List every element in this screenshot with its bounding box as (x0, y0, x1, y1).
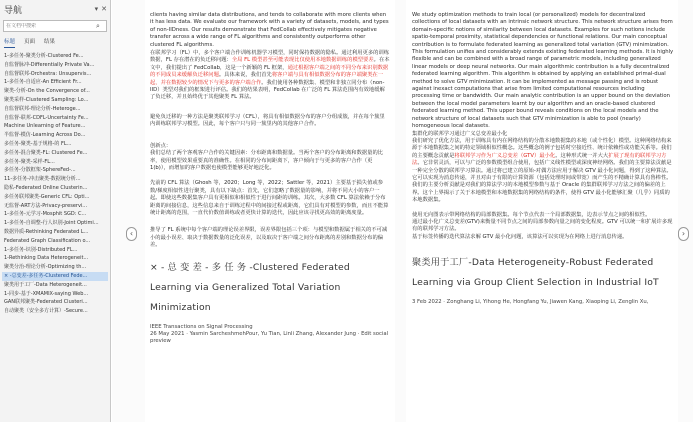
chinese-abstract: 我们研究了优化方法，用于训练具有内在网络结构的分散本地数据集的本地（或个性化）模型。这种网络结构来源于本地数据集之间的特定领域相似性概念。这些概念的例子包括时空接近性、统计依赖性或功能关系等。我们的主要概念贡献是将联邦学习作为广义总变差（GTV）最小化。这种形式统一并大大扩展了现有的联邦学习方法。它非常灵活，可以与广泛的参数模型组合使用，包括广义线性模型或深度神经网络。我们的主要算法贡献是一种完全分散的联邦学习算法。通过将已建立的原始-对偶方法应用于解决 GTV 最小化问题，得到了这种算法。它可以实现为消息传递，并且对由于有限的计算资源（包括处理时间或带宽）而产生的不精确计算具有鲁棒性。我们的主要分析贡献是对我们的算法学习的本地模型参数与基于 Oracle 的集群联邦学习方法之间的偏差的上界。这个上界揭示了关于本地模型和本地数据集的网络结构的条件，使得 GTV 最小化能够汇聚（几乎）同质的本地数据集。 (412, 137, 672, 204)
nav-heading-item[interactable]: GAN联邦聚类-Federated Clusteri... (4, 299, 88, 306)
nav-header-buttons (95, 5, 107, 13)
nav-heading-item[interactable]: 1-多任务-聚类分析-Clustered Fe... (4, 53, 84, 59)
nav-options-icon[interactable]: ▾ (94, 5, 99, 13)
nav-heading-item[interactable]: 隐私-Federated Online Clusterin... (4, 184, 88, 191)
nav-search-box[interactable] (3, 20, 107, 32)
nav-heading-item[interactable]: 11-多任务-冲击聚类-数据统分析... (4, 176, 81, 183)
nav-heading-item[interactable]: Machine Unlearning of Feature... (4, 123, 86, 130)
nav-heading-item[interactable]: 多任务-聚类-基于规格-的 FL... (4, 140, 72, 147)
nav-heading-item[interactable]: 1-同步-基于-XMAMIX-saying Web... (4, 290, 89, 297)
nav-heading-item[interactable]: 多任务联邦聚类-Generic CFL: Opti... (4, 193, 90, 200)
nav-heading-item[interactable]: 自动聚类（安全多方计算）-Secure... (4, 308, 88, 315)
paper-heading[interactable]: 聚类用于工厂-Data Heterogeneity-Robust Federated Learning via Group Client Selection in Industrial IoT (412, 257, 659, 289)
paper-authors: 3 Feb 2022 · Zonghang Li, Yihong He, Hongfang Yu, Jiawen Kang, Xiaoping Li, Zenglin Xu, (412, 299, 649, 306)
prev-page-arrow-icon[interactable]: ‹ (126, 227, 137, 241)
nav-heading-item[interactable]: 聚类分治-理论分析-Optimizing th... (4, 264, 87, 271)
nav-heading-item[interactable]: 1-Rethinking Data Heterogeneit... (4, 255, 89, 262)
nav-heading-item[interactable]: × -总变差-多任务-Clustered Fede... (2, 272, 108, 281)
nav-heading-list (0, 48, 110, 316)
nav-title: 导航 (4, 5, 23, 16)
nav-heading-item[interactable]: 半监督-模仿-Learning Across Do... (4, 132, 86, 139)
nav-heading-item[interactable]: 聚类-分析-On the Convergence of... (4, 88, 90, 95)
highlight-text: 全局 FL 模型甚至可能表现比仅使用本地数据训练的模型要差 (231, 57, 374, 64)
gtv-title-cn: 集群化的联邦学习通过广义总变差最小化 (412, 130, 508, 137)
nav-heading-item[interactable]: Federated Graph Classification o... (4, 237, 91, 244)
nav-close-icon[interactable]: ✕ (101, 5, 107, 13)
right-page (406, 0, 678, 422)
nav-heading-item[interactable]: 多任务-分散框架-SphereFed-... (4, 167, 76, 174)
paper-authors: 26 May 2021 · Yasmin SarcheshmehPour, Yu Tian, Linli Zhang, Alexander Jung · Edit social preview (150, 330, 389, 345)
nav-header (0, 0, 110, 18)
nav-heading-item[interactable]: 1-多任务-自调整-行人识别-Joint Optimi... (4, 220, 99, 227)
nav-heading-item[interactable]: 自监督-联邦-CDFL-Uncertainty Fe... (4, 114, 89, 121)
nav-heading-item[interactable]: 多任务-聚类-采样-FL... (4, 158, 55, 165)
journal-name: IEEE Transactions on Signal Processing (150, 323, 253, 330)
next-page-arrow-icon[interactable]: › (678, 227, 689, 241)
paper-heading[interactable]: × - 总 变 差 - 多 任 务 -Clustered Federated Learning via Generalized Total Variation Minimization (150, 261, 350, 313)
highlight-text: 通过根据客户端之间的不同分布来识别数据的不同成员来缓解负迁移问题 (150, 64, 389, 79)
nav-heading-item[interactable]: 自监督联邦-Orchestra: Unsupervis... (4, 70, 92, 77)
english-abstract: We study optimization methods to train local (or personalized) models for decentralized collections of local datasets with an intrinsic network structure. This network structure arises from domain-specific notions of similarity between local datasets. Examples for such notions include spatio-temporal proximity, statistical dependencies or functional relations. Our main conceptual contribution is to formulate federated learning as generalized total variation (GTV) minimization. This formulation unifies and considerably extends existing federated learning methods. It is highly flexible and can be combined with a broad range of parametric models, including generalized linear models or deep neural networks. Our main algorithmic contribution is a fully decentralized federated learning algorithm. This algorithm is obtained by applying an established primal-dual method to solve GTV minimization. It can be implemented as message passing and is robust against inexact computations that arise from limited computational resources including processing time or bandwidth. Our main analytic contribution is an upper bound on the deviation between the local model parameters learnt by our algorithm and an oracle-based clustered federated learning method. This upper bound reveals conditions on the local models and the network structure of local datasets such that GTV minimization is able to pool (nearly) homogeneous local datasets. (412, 12, 674, 130)
highlight-text: 将联邦学习作为广义总变差（GTV）最小化 (454, 152, 556, 159)
tab-pages[interactable]: 页面 (24, 39, 36, 45)
innovation-body: 我们总结了两个客观客户合作的关键因素：分布距离和数据量。当两个客户的分布距离和数据量的比率，使用模型效果重要真的准确性。在相同的分布间距离下，客户倾向于与更多的客户合作（更 1(b)），而增加的客户数据也使模型能够更好地泛化。 (150, 150, 384, 171)
gtv-paragraph: 通过最小化广义总变差(GTV)来衡量不同节点之间的局部参数向量之间的变化程度。GTV 可以统一和扩展许多现有的联邦学习方法。 (412, 218, 673, 233)
nav-heading-item[interactable]: 自监督脉冲-Differentially Private Va... (4, 61, 95, 68)
tab-headings[interactable]: 标题 (4, 37, 15, 48)
left-page (145, 0, 395, 422)
algorithm-paragraph: 基于标签传播的迭代算法求解 GTV 最小化问题，该算法可以实现为在网络上进行消息传递。 (412, 233, 628, 240)
nav-heading-item[interactable]: 1-多任务-元学习-Mosphit SGD: C... (4, 211, 87, 218)
innovation-title: 创新点： (150, 142, 172, 149)
nav-tabs (0, 32, 110, 48)
nav-heading-item[interactable]: 聚类采样-Clustered Sampling: Lo... (4, 96, 89, 103)
highlight-text: 扩展了现有的联邦学习方法 (412, 152, 667, 167)
nav-heading-item[interactable]: 1-多任务-自适应-An Efficient Fr... (4, 79, 82, 86)
tab-results[interactable]: 结果 (44, 39, 56, 45)
chinese-abstract: 在联邦学习（FL）中，多个客户端合作训练机器学习模型，同时保持数据的隐私。通过利用更多的训练数据，FL 存在潜在的负迁移问题：全局 FL 模型甚至可能表现比仅使用本地数据训练的模型要差。在本文中，我们提出了 FedCollab，这是一个新颖的 FL 框架，通过根据客户端之间的不同分布来识别数据的不同成员来缓解负迁移问题。具体来说，我们首先将客户端与具有相似数据分布的客户端聚类在一起，并在数据较少的情况下与更多的客户端合作。我们使用各种数据集、模型和非独立同分布（non-IID）类型对我们的框架进行评估。我们的结果表明，FedCollab 在广泛的 FL 算法范围内有效地缓解了负迁移，并且始终优于其他聚类 FL 算法。 (150, 50, 390, 101)
navigation-pane (0, 0, 111, 422)
search-icon[interactable]: ⌕ (96, 21, 100, 30)
english-abstract-end: clients having similar data distributions, and tends to collaborate with more clients when it has less data. We evaluate our framework with a variety of datasets, models, and types of non-IIDness. Our results demonstrate that FedCollab effectively mitigates negative transfer across a wide range of FL algorithms and consistently outperforms other clustered FL algorithms. (150, 12, 389, 48)
nav-heading-item[interactable]: 数据异质-Rethinking Federated L... (4, 228, 89, 235)
graph-paragraph: 使用无向图表示带网络结构的局部数据集。每个节点代表一个局部数据集，边表示节点之间的相似性。 (412, 211, 651, 218)
nav-heading-item[interactable]: 无监督-ART方法-Privacy-preservi... (4, 202, 88, 209)
nav-heading-item[interactable]: 多任务-混合聚类-FL: Clustered Fe... (4, 149, 88, 156)
nav-search-input[interactable] (6, 23, 96, 29)
nav-heading-item[interactable]: 自监督联邦-理论分析-Heteroge... (4, 105, 81, 112)
error-bound-paragraph: 推导了 FL 系统中每个客户端的理论误差界限，误差界限包括三个项：与模型和数据属于相关的不可减小的最小误差、取决于数据数量的泛化误差，以及取决于客户端之间分布距离的差别和数据分布的偏差。 (150, 227, 388, 249)
cfl-paragraph: 避免负迁移的一种方法是聚类联邦学习（CFL），将具有相似数据分布的客户分组成簇，并在每个簇里内训练联邦学习模型。因此，每个客户只与同一簇里内的其他客户合作。 (150, 113, 385, 128)
prior-work-paragraph: 先前的 CFL 算法（Ghosh 等，2020；Long 等，2022；Sattler 等，2021）主要基于损失值或参数/梯度相似性进行聚类，具有以下缺点：首先，它们忽略了数据量的影响，并将不同大小的客户一起。即使这些数据集客户具有更相似和相似性于进行间距的训练。其次，大多数 CFL 算法依赖于分布距离的间接信息，这些信息来自于训练过程中的间接过程或距离，它们具有对模型的参数，而且不能算统计距离的范围，一直代价数值训练或者更快计算的迭代，因此应该寻找更高效的距离度量。 (150, 180, 389, 216)
nav-heading-item[interactable]: 1-多任务-识别-Distributed FL... (4, 246, 78, 253)
nav-heading-item[interactable]: 聚类用于工厂-Data Heterogeneit... (4, 281, 87, 288)
highlight-text: 将客户端与具有相似数据分布的客户端聚类在一起，并在数据较少的情况下与更多的客户端合作 (150, 72, 384, 86)
